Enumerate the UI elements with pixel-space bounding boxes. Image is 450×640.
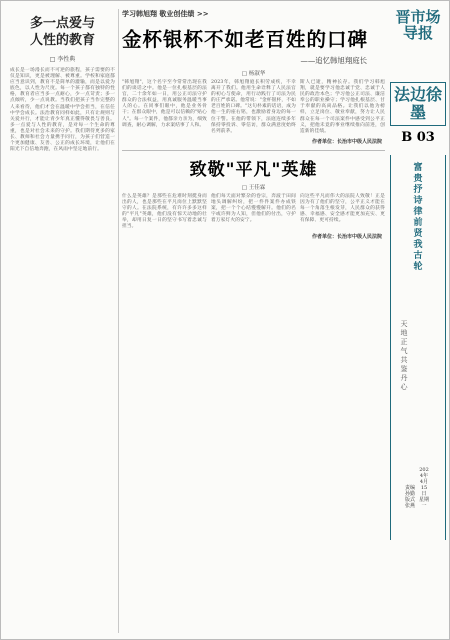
- section-divider: [122, 150, 385, 151]
- left-column-article: [7, 9, 119, 633]
- second-headline: 致敬"平凡"英雄: [189, 159, 318, 180]
- left-article-byline: □ 李性典: [49, 56, 76, 63]
- section-name: 法边徐墨: [390, 82, 446, 126]
- second-article-col-2: 他们每天面对繁杂的卷宗，奔波于田间地头调解纠纷，把一件件案件办成铁案，把一个个心结慢慢解开。他们的名字或许鲜为人知，但他们的付出，守护着万家灯火的安宁。: [211, 193, 296, 224]
- vertical-column-title: 富贵抒诗律 前贤我古轮: [413, 163, 423, 272]
- main-article-col-1: "韩旭翔"，这个名字至今常常出现在我们的谈话之中。他是一位扎根基层的法官，二十余年如一日，用公正司法守护群众的合法权益，用真诚服务温暖当事人的心。在同事们眼中，他是业务骨干；在群众眼中，他是可以信赖的"贴心人"。每一个案件，他都亲力亲为，细致调查，耐心调解，力求案结事了人和。: [122, 80, 207, 128]
- main-article-columns: [122, 80, 385, 135]
- main-column: [122, 9, 385, 633]
- left-article-title: 多一点爱与 人性的教育: [29, 16, 95, 48]
- second-article-columns: [122, 194, 385, 231]
- main-subheadline: ——追忆韩旭翔庭长: [300, 56, 367, 65]
- main-headline: 金杯银杯不如老百姓的口碑: [122, 28, 369, 51]
- right-column-masthead: [390, 9, 446, 633]
- main-article-affiliation: 作者单位：长治市中级人民法院: [311, 138, 382, 145]
- page-code: B 03: [401, 130, 435, 145]
- left-article-body: 成长是一场漫长而不可逆的旅程，孩子需要的不仅是知识，更是被理解、被尊重。学校和家庭都应当意识到，教育不是简单的灌输，而是以爱为底色，以人性为尺度。每一个孩子都有独特的性格，教育者应当多一点耐心，少一点苛责；多一点倾听，少一点说教。当我们把孩子当作完整的人来看待，他们才会在温暖中学会担当，在信任中学会成长。法治教育同样如此，只有让规则与关爱并行，才能让青少年真正懂得敬畏与善良。多一点爱与人性的教育，是对每一个生命的尊重，也是对社会未来的守护。我们期待更多的家长、教师和社会力量携手同行，为孩子们营造一个更加健康、友善、公正的成长环境，让他们在阳光下自信地奔跑，在风雨中坚定地前行。: [10, 68, 115, 153]
- issue-date: 2024年4月15日 星期一: [419, 467, 430, 509]
- main-byline: □ 杨淑华: [241, 71, 266, 77]
- main-article-col-3: 斯人已逝，精神长存。我们学习韩旭翔，就是要学习他忠诚于党、忠诚于人民的政治本色；学习他公正司法、廉洁奉公的职业操守；学习他扎根基层、甘于奉献的高尚品格。让我们以他为榜样，立足岗位、敬业奉献，努力让人民群众在每一个司法案件中感受到公平正义，把他未竟的事业继续推向前进，创造新的佳绩。: [300, 80, 385, 134]
- vertical-feature-strip: [390, 155, 446, 540]
- second-article-col-1: 什么是英雄？是那些在危难时刻挺身而出的人，也是那些在平凡岗位上默默坚守的人。在法院系统，有许许多多这样的"平凡"英雄，他们没有惊天动地的壮举，却用日复一日的坚守书写着忠诚与担当。: [122, 193, 207, 230]
- second-article-col-3: 向这些平凡而伟大的法院人致敬！正是因为有了他们的坚守，公平正义才能在每一个角落生根发芽，人民群众的获得感、幸福感、安全感才能更加充实、更有保障、更可持续。: [300, 193, 385, 224]
- editor-credits: 责编 孙勤 版式 张燕: [405, 485, 416, 509]
- newspaper-logo: 晋市场导报: [395, 8, 441, 42]
- section-kicker: 学习韩旭翔 敬业创佳绩 >>: [122, 10, 209, 18]
- second-byline: □ 王佳霖: [241, 184, 266, 191]
- vertical-column-subtitle: 天地正气 共鉴丹心: [400, 320, 408, 391]
- main-article-col-2: 2023年，韩旭翔庭长积劳成疾，不幸离开了我们。他用生命诠释了人民法官的初心与使命，用行动践行了司法为民的庄严承诺。他常说："金杯银杯，不如老百姓的口碑。"这句朴素的话语，成为他一生的座右铭，也激励着身边的每一位干警。在他的带领下，法庭连续多年保持零投诉、零信访，群众满意度始终名列前茅。: [211, 80, 296, 134]
- second-article-affiliation: 作者单位：长治市中级人民法院: [311, 234, 382, 241]
